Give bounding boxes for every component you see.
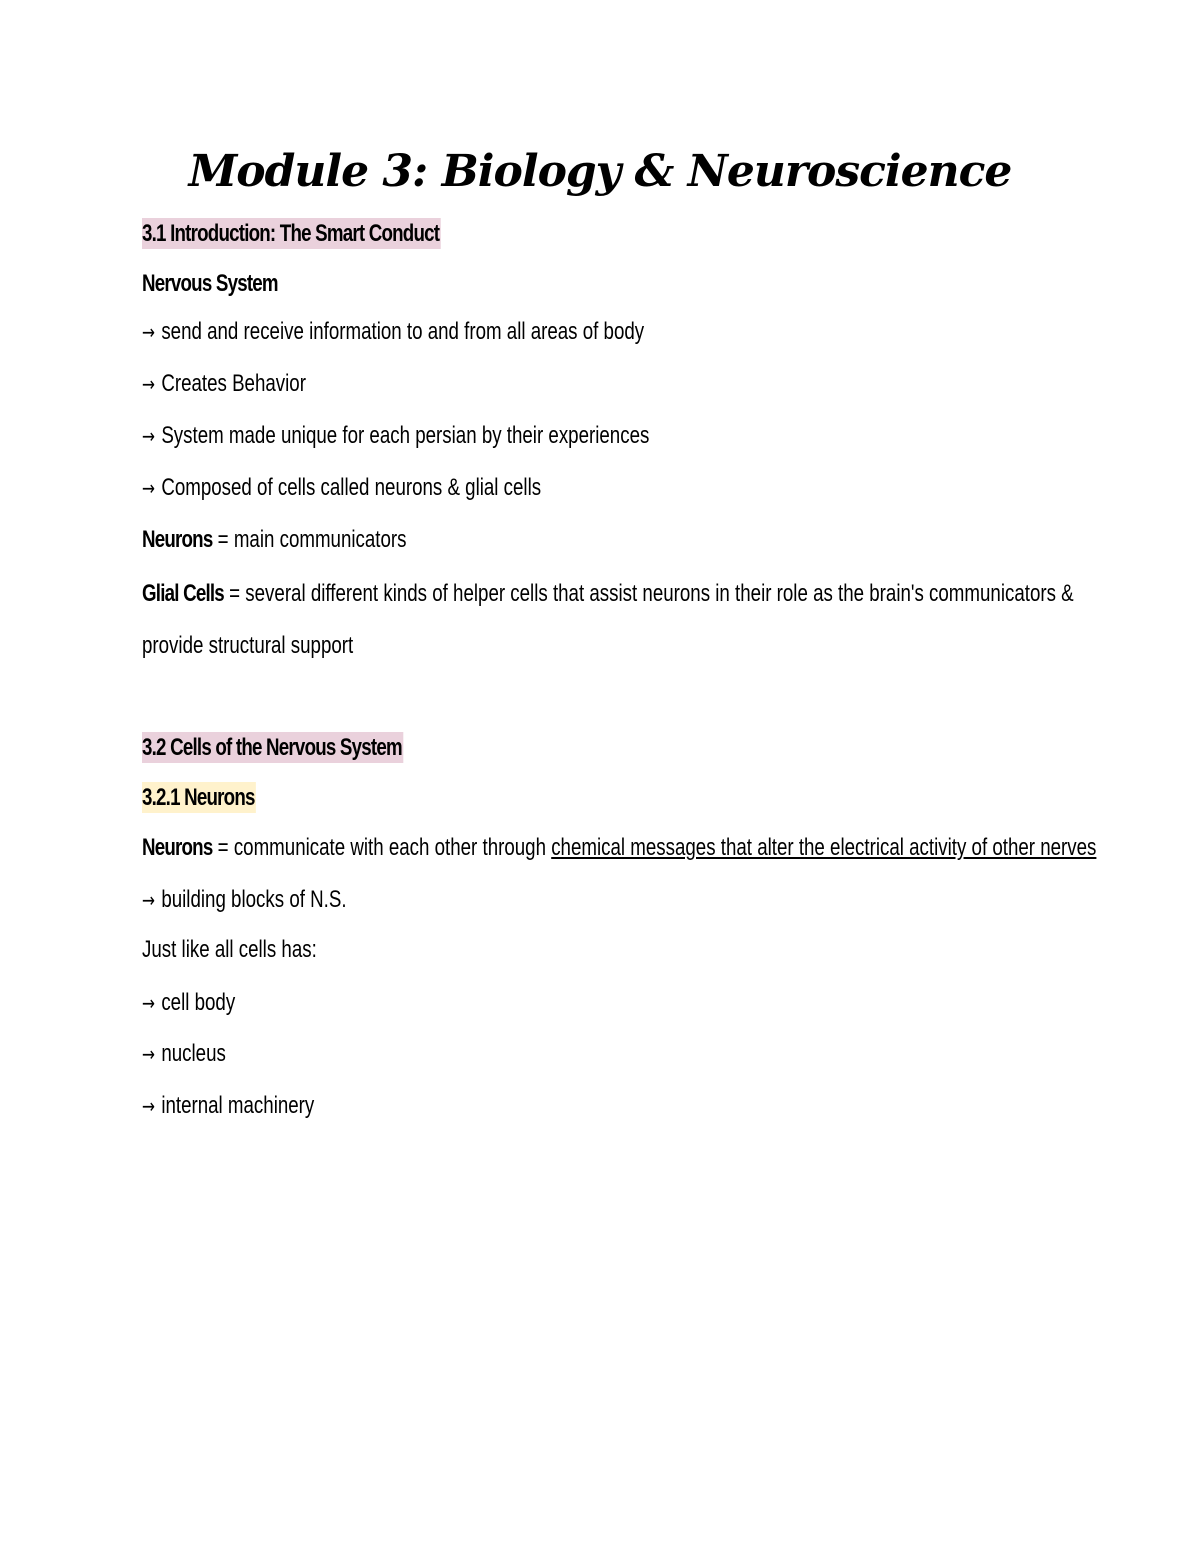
list-item (142, 882, 404, 918)
bullet-text: System made unique for each persian by their experiences (161, 422, 650, 449)
list-item (142, 314, 786, 350)
neurons-communicate-line (142, 830, 1200, 866)
neurons-definition: = main communicators (217, 526, 407, 553)
page-title: Module 3: Biology & Neuroscience (188, 146, 1012, 197)
bullet-text: send and receive information to and from all areas of body (161, 318, 645, 345)
nervous-system-subheading: Nervous System (142, 270, 278, 297)
arrow-icon: → (142, 476, 156, 500)
glial-term: Glial Cells (142, 580, 224, 607)
list-item (142, 1088, 363, 1124)
list-item (142, 985, 262, 1021)
section-3-1-heading: 3.1 Introduction: The Smart Conduct (142, 220, 440, 247)
section-3-2-1-heading: 3.2.1 Neurons (142, 784, 255, 811)
glial-definition-line (142, 576, 1200, 612)
bullet-text: Creates Behavior (161, 370, 306, 397)
arrow-icon: → (142, 424, 156, 448)
neurons-communicate-underlined: chemical messages that alter the electrical activity of other nerves (551, 834, 1097, 861)
nervous-system-subheading-line (142, 266, 316, 302)
glial-definition-continued-line (142, 628, 413, 664)
neurons-term: Neurons (142, 834, 213, 861)
section-3-2-1-heading-line (142, 780, 288, 816)
cells-intro-line (142, 932, 366, 968)
arrow-icon: → (142, 320, 156, 344)
glial-definition: = several different kinds of helper cells that assist neurons in their role as the brain's communicators & (229, 580, 1074, 607)
arrow-icon: → (142, 888, 156, 912)
list-item (142, 418, 792, 454)
arrow-icon: → (142, 991, 156, 1015)
arrow-icon: → (142, 1094, 156, 1118)
neurons-term: Neurons (142, 526, 213, 553)
section-3-2-heading: 3.2 Cells of the Nervous System (142, 734, 402, 761)
arrow-icon: → (142, 1042, 156, 1066)
list-item (142, 1036, 250, 1072)
list-item (142, 366, 352, 402)
neurons-communicate-text: = communicate with each other through (217, 834, 546, 861)
section-3-1-heading-line (142, 216, 525, 252)
arrow-icon: → (142, 372, 156, 396)
bullet-text: nucleus (161, 1040, 226, 1067)
neurons-definition-line (142, 522, 481, 558)
section-3-2-heading-line (142, 730, 477, 766)
glial-definition-continued: provide structural support (142, 632, 354, 659)
bullet-text: cell body (161, 989, 236, 1016)
bullet-text: internal machinery (161, 1092, 315, 1119)
list-item (142, 470, 654, 506)
cells-intro: Just like all cells has: (142, 936, 317, 963)
bullet-text: building blocks of N.S. (161, 886, 347, 913)
bullet-text: Composed of cells called neurons & glial cells (161, 474, 542, 501)
